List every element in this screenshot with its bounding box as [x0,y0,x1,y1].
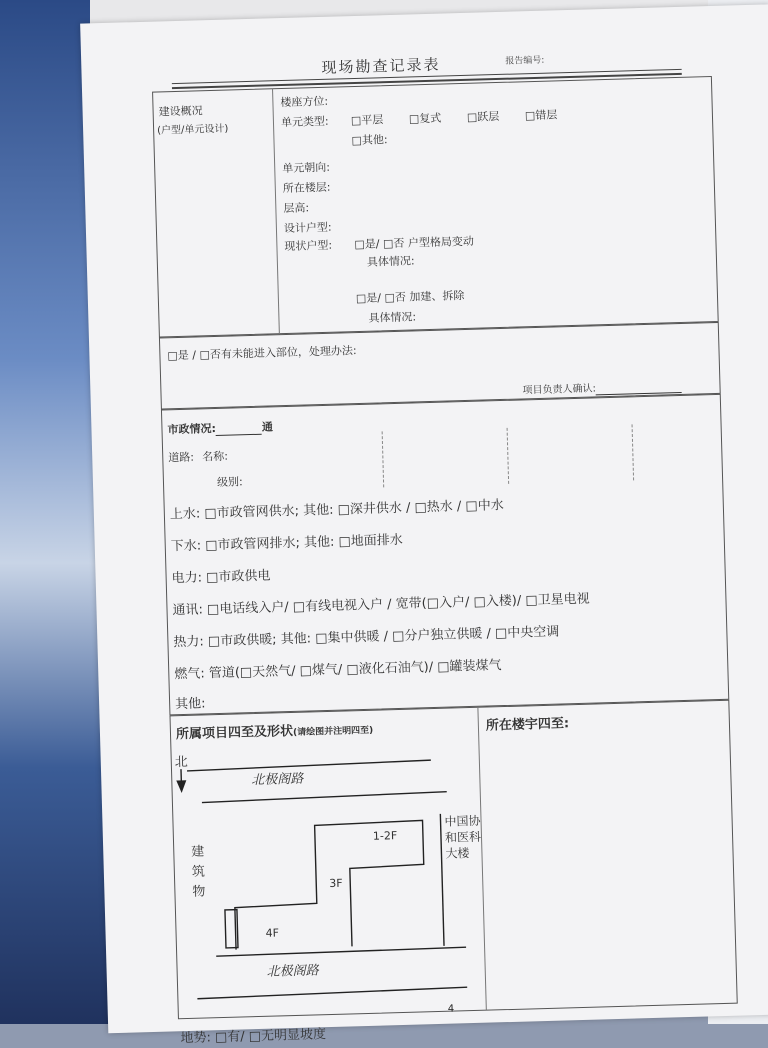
manager-confirm-label: 项目负责人确认: [522,377,682,397]
north-road-bottom-line [202,792,447,803]
design-type-label: 设计户型: [283,220,332,236]
overview-sublabel: (户型/单元设计) [157,123,229,137]
road-name-label: 名称: [202,449,229,464]
municipal-title: 市政情况: 通 [167,420,274,437]
north-label: 北 [174,754,189,771]
floor-label-4f: 4F [265,926,280,940]
unit-type-other[interactable]: □其他: [351,133,388,148]
east-boundary-line [440,814,444,946]
water-supply-row[interactable]: 上水: □市政管网供水; 其他: □深井供水 / □热水 / □中水 [169,497,504,523]
terrain-row[interactable]: 地势: □有/ □无明显坡度 [180,1027,327,1047]
unit-facing-label: 单元朝向: [282,160,331,176]
page-number: 4 [447,1003,455,1015]
site-sketch [170,733,486,1019]
telecom-row[interactable]: 通讯: □电话线入户/ □有线电视入户 / 宽带(□入户/ □入楼)/ □卫星电视 [172,591,590,619]
floor-label: 所在楼层: [282,180,331,196]
east-neighbor-label: 中国协和医科大楼 [444,813,482,861]
unit-type-label: 单元类型: [280,114,329,130]
overview-label: 建设概况 [158,104,203,119]
inaccessible-question[interactable]: □是 / □否有未能进入部位，处理办法: [167,344,357,363]
north-road-label: 北极阁路 [251,771,304,789]
south-road-label: 北极阁路 [266,963,319,980]
unit-type-loft[interactable]: □跃层 [466,109,500,124]
road-label: 道路: [168,450,195,465]
layout-change-option[interactable]: □是/ □否 户型格局变动 [354,234,475,252]
south-road-top-line [216,947,466,956]
orientation-label: 楼座方位: [280,94,329,110]
floor-label-3f: 3F [329,876,343,891]
gas-row[interactable]: 燃气: 管道(□天然气/ □煤气/ □液化石油气)/ □罐装煤气 [174,658,502,683]
detail-label-1: 具体情况: [366,254,415,269]
building-boundary-title: 所在楼宇四至: [485,716,570,734]
floor-label-1-2f: 1-2F [372,829,398,843]
west-neighbor-label: 建筑物 [191,844,206,900]
manager-confirm-field[interactable] [596,381,682,395]
height-label: 层高: [283,201,310,216]
municipal-count-field[interactable] [216,421,262,436]
road-level-label: 级别: [216,475,243,489]
detail-label-2: 具体情况: [368,310,417,325]
water-drain-row[interactable]: 下水: □市政管网排水; 其他: □地面排水 [170,532,404,555]
north-arrowhead-icon [177,781,185,791]
north-road-top-line [187,760,431,771]
heating-row[interactable]: 热力: □市政供暖; 其他: □集中供暖 / □分户独立供暖 / □中央空调 [173,624,560,651]
south-road-bottom-line [197,987,467,999]
page-title: 现场勘查记录表 [321,55,441,77]
other-row: 其他: [174,696,206,713]
extension-option[interactable]: □是/ □否 加建、拆除 [355,289,465,306]
unit-type-duplex[interactable]: □复式 [408,111,442,126]
current-type-label: 现状户型: [284,238,333,254]
power-row[interactable]: 电力: □市政供电 [171,568,271,587]
report-number-label: 报告编号: [505,55,545,67]
project-boundary-title: 所属项目四至及形状(请绘图并注明四至) [175,723,374,743]
unit-type-flat[interactable]: □平层 [350,113,384,128]
form-sheet [80,4,768,1047]
unit-type-split[interactable]: □错层 [524,108,558,123]
